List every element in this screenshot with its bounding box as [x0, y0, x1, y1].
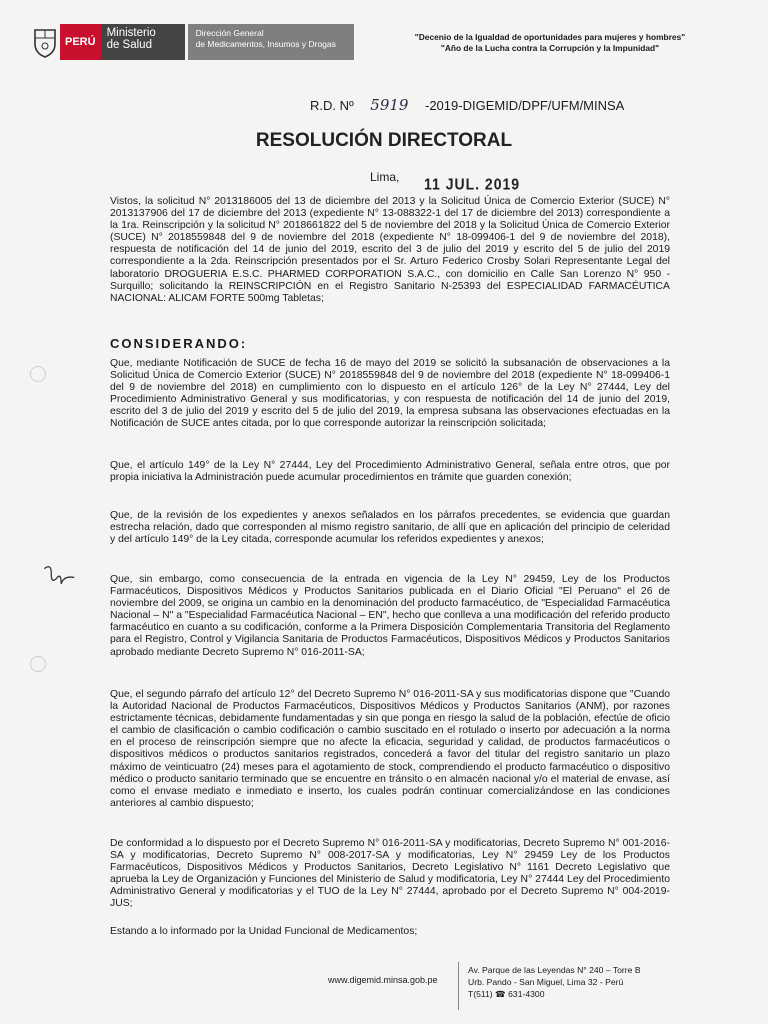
date-stamp: 11 JUL. 2019 [424, 175, 521, 193]
direccion-label: Dirección General de Medicamentos, Insumos y Drogas [188, 24, 354, 60]
place-label: Lima, [370, 170, 400, 184]
footer-address: Av. Parque de las Leyendas N° 240 – Torre B Urb. Pando - San Miguel, Lima 32 - Perú T(511) ☎ 631-4300 [468, 965, 641, 999]
paragraph-4: Que, sin embargo, como consecuencia de la entrada en vigencia de la Ley N° 29459, Ley de los Productos Farmacéuticos, Dispositivos Médicos y Productos Sanitarios publicada en el Diario Oficial "El Peruano" el 26 de noviembre del 2009, se origina un cambio en la denominación del producto farmacéutico, de "Especialidad Farmacéutica Nacional – N" a "Especialidad Farmacéutica Nacional – EN", hecho que conlleva a una modificación del referido producto farmacéutico en cuanto a su codificación, conforme a la Primera Disposición Complementaria Transitoria del Reglamento para el Registro, Control y Vigilancia Sanitaria de Productos Farmacéuticos, Dispositivos Médicos y Productos Sanitarios aprobado mediante Decreto Supremo N° 016-2011-SA; [110, 574, 670, 658]
punch-hole [30, 366, 46, 382]
resolution-number: R.D. Nº 5919 -2019-DIGEMID/DPF/UFM/MINSA [310, 96, 625, 114]
minsa-logo [30, 24, 354, 60]
punch-hole [30, 656, 46, 672]
page-title: RESOLUCIÓN DIRECTORAL [255, 130, 513, 151]
ministerio-label: Ministerio de Salud [101, 24, 185, 60]
peru-label: PERÚ [60, 24, 101, 60]
paragraph-2: Que, el artículo 149° de la Ley N° 27444, Ley del Procedimiento Administrativo General, señala entre otros, que por propia iniciativa la Administración puede acumular procedimientos en trámite que guarden conexión; [110, 460, 670, 484]
paragraph-3: Que, de la revisión de los expedientes y anexos señalados en los párrafos precedentes, se evidencia que guardan estrecha relación, dado que corresponden al mismo registro sanitario, de allí que en aplicación del principio de celeridad y del artículo 149° de la Ley citada, corresponde acumular los referidos expedientes y anexos; [110, 510, 670, 546]
footer-divider [458, 962, 459, 1010]
paragraph-7: Estando a lo informado por la Unidad Funcional de Medicamentos; [110, 926, 418, 937]
paragraph-6: De conformidad a lo dispuesto por el Decreto Supremo N° 016-2011-SA y modificatorias, Decreto Supremo N° 001-2016-SA y modificatorias, Decreto Supremo N° 008-2017-SA y modificatorias, Ley N° 29459 Ley de los Productos Farmacéuticos, Dispositivos Médicos y Productos Sanitarios, Decreto Legislativo N° 1161 Decreto Legislativo que aprueba la Ley de Organización y Funciones del Ministerio de Salud y modificatoria, Ley N° 27444 Ley del Procedimiento Administrativo General y modificatorias y el TUO de la Ley N° 27444, aprobado por el Decreto Supremo N° 004-2019-JUS; [110, 838, 670, 910]
paragraph-1: Que, mediante Notificación de SUCE de fecha 16 de mayo del 2019 se solicitó la subsanación de observaciones a la Solicitud Única de Comercio Exterior (SUCE) N° 2018559848 del 9 de noviembre del 2018 (expediente N° 18-099406-1 del 9 de noviembre del 2018) en cumplimiento con lo dispuesto en el artículo 126° de la Ley N° 27444, Ley del Procedimiento Administrativo General y sus modificatorias, y con respuesta de notificación del 14 de junio del 2019, escrito del 3 de julio del 2019 y escrito del 5 de julio del 2019, la empresa subsana las observaciones efectuadas en la Notificación de SUCE antes citada, por lo que corresponde autorizar la reinscripción solicitada; [110, 358, 670, 430]
handwritten-number: 5919 [370, 96, 409, 114]
footer-website: www.digemid.minsa.gob.pe [328, 975, 438, 985]
header-slogans: "Decenio de la Igualdad de oportunidades para mujeres y hombres" "Año de la Lucha contra la Corrupción y la Impunidad" [414, 32, 686, 53]
initials-signature [39, 557, 80, 597]
vistos-paragraph: Vistos, la solicitud N° 2013186005 del 13 de diciembre del 2013 y la Solicitud Única de Comercio Exterior (SUCE) N° 2013137906 del 17 de diciembre del 2013 (expediente N° 13-088322-1 del 17 de diciembre del 2013) correspondiente a la 1ra. Reinscripción y la solicitud N° 2018661822 del 5 de noviembre del 2018 y la Solicitud Única de Comercio Exterior (SUCE) N° 2018559848 del 9 de noviembre del 2018 (expediente N° 18-099406-1 del 9 de noviembre del 2018), respuesta de notificación del 14 de junio del 2019, escrito del 3 de julio del 2019 y escrito del 5 de julio del 2019 correspondiente a la 2da. Reinscripción presentados por el Sr. Arturo Federico Crosby Solari Representante Legal del laboratorio DROGUERIA E.S.C. PHARMED CORPORATION S.A.C., con domicilio en Calle San Lorenzo N° 950 - Surquillo; solicitando la REINSCRIPCIÓN en el Registro Sanitario N-25393 del ESPECIALIDAD FARMACÉUTICA NACIONAL: ALICAM FORTE 500mg Tabletas; [110, 196, 670, 304]
considerando-heading: CONSIDERANDO: [110, 336, 248, 351]
paragraph-5: Que, el segundo párrafo del artículo 12° del Decreto Supremo N° 016-2011-SA y sus modificatorias dispone que "Cuando la Autoridad Nacional de Productos Farmacéuticos, Dispositivos Médicos y Productos Sanitarios (ANM), por razones estrictamente técnicas, debidamente fundamentadas y sin que ponga en riesgo la salud de la población, efectúe de oficio el cambio de clasificación o cambio codificación o cambio suscitado en el rotulado o inserto por adecuación a la norma en el proceso de reinscripción siempre que no afecte la eficacia, seguridad y calidad, de productos farmacéuticos o dispositivos médicos o productos sanitarios registrados, concederá a favor del titular del registro sanitario un plazo máximo de veinticuatro (24) meses para el agotamiento de stock, comprendiendo el producto farmacéutico o dispositivo médico o producto sanitario terminado que se encuentre en tránsito o en almacén nacional y/o el material de envase, así como el envase mediato e inmediato e inserto, los cuales podrán continuar comercializándose en las condiciones anteriores al cambio dispuesto; [110, 689, 670, 809]
coat-of-arms-icon [30, 24, 60, 60]
